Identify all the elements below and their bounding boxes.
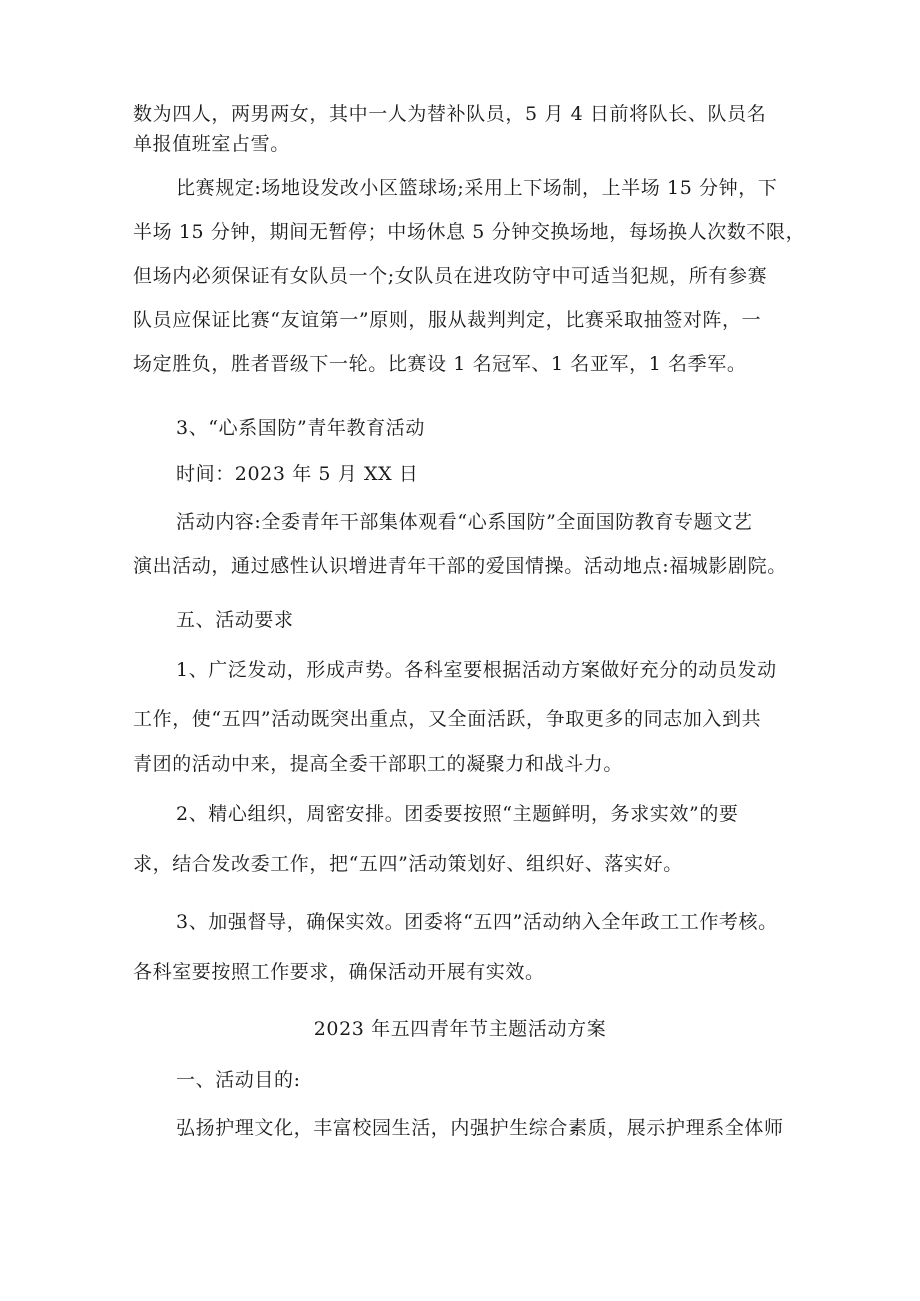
text-line: 队员应保证比赛“友谊第一”原则，服从裁判判定，比赛采取抽签对阵，一 [133, 309, 762, 331]
section-heading: 五、活动要求 [176, 609, 294, 631]
text-line: 时间：2023 年 5 月 XX 日 [176, 463, 419, 485]
text-line: 半场 15 分钟，期间无暂停；中场休息 5 分钟交换场地，每场换人次数不限， [133, 221, 806, 243]
text-line: 弘扬护理文化，丰富校园生活，内强护生综合素质，展示护理系全体师 [176, 1117, 784, 1139]
text-line: 活动内容:全委青年干部集体观看“心系国防”全面国防教育专题文艺 [176, 511, 753, 533]
text-line: 青团的活动中来，提高全委干部职工的凝聚力和战斗力。 [133, 753, 624, 775]
text-line: 演出活动，通过感性认识增进青年干部的爱国情操。活动地点:福城影剧院。 [133, 555, 787, 577]
section-heading: 一、活动目的: [176, 1069, 301, 1091]
document-title: 2023 年五四青年节主题活动方案 [313, 1018, 607, 1040]
text-line: 求，结合发改委工作，把“五四”活动策划好、组织好、落实好。 [133, 853, 683, 875]
text-line: 工作，使“五四”活动既突出重点，又全面活跃，争取更多的同志加入到共 [133, 708, 762, 730]
text-line: 场定胜负，胜者晋级下一轮。比赛设 1 名冠军、1 名亚军，1 名季军。 [133, 353, 747, 375]
text-line: 比赛规定:场地设发改小区篮球场;采用上下场制，上半场 15 分钟，下 [176, 177, 778, 199]
section-heading: 3、“心系国防”青年教育活动 [176, 417, 425, 439]
text-line: 单报值班室占雪。 [133, 133, 290, 155]
text-line: 但场内必须保证有女队员一个;女队员在进攻防守中可适当犯规，所有参赛 [133, 265, 768, 287]
text-line: 各科室要按照工作要求，确保活动开展有实效。 [133, 961, 545, 983]
text-line: 1、广泛发动，形成声势。各科室要根据活动方案做好充分的动员发动 [176, 659, 777, 681]
text-line: 2、精心组织，周密安排。团委要按照“主题鲜明，务求实效”的要 [176, 803, 739, 825]
text-line: 3、加强督导，确保实效。团委将“五四”活动纳入全年政工工作考核。 [176, 911, 778, 933]
text-line: 数为四人，两男两女，其中一人为替补队员，5 月 4 日前将队长、队员名 [133, 103, 767, 125]
